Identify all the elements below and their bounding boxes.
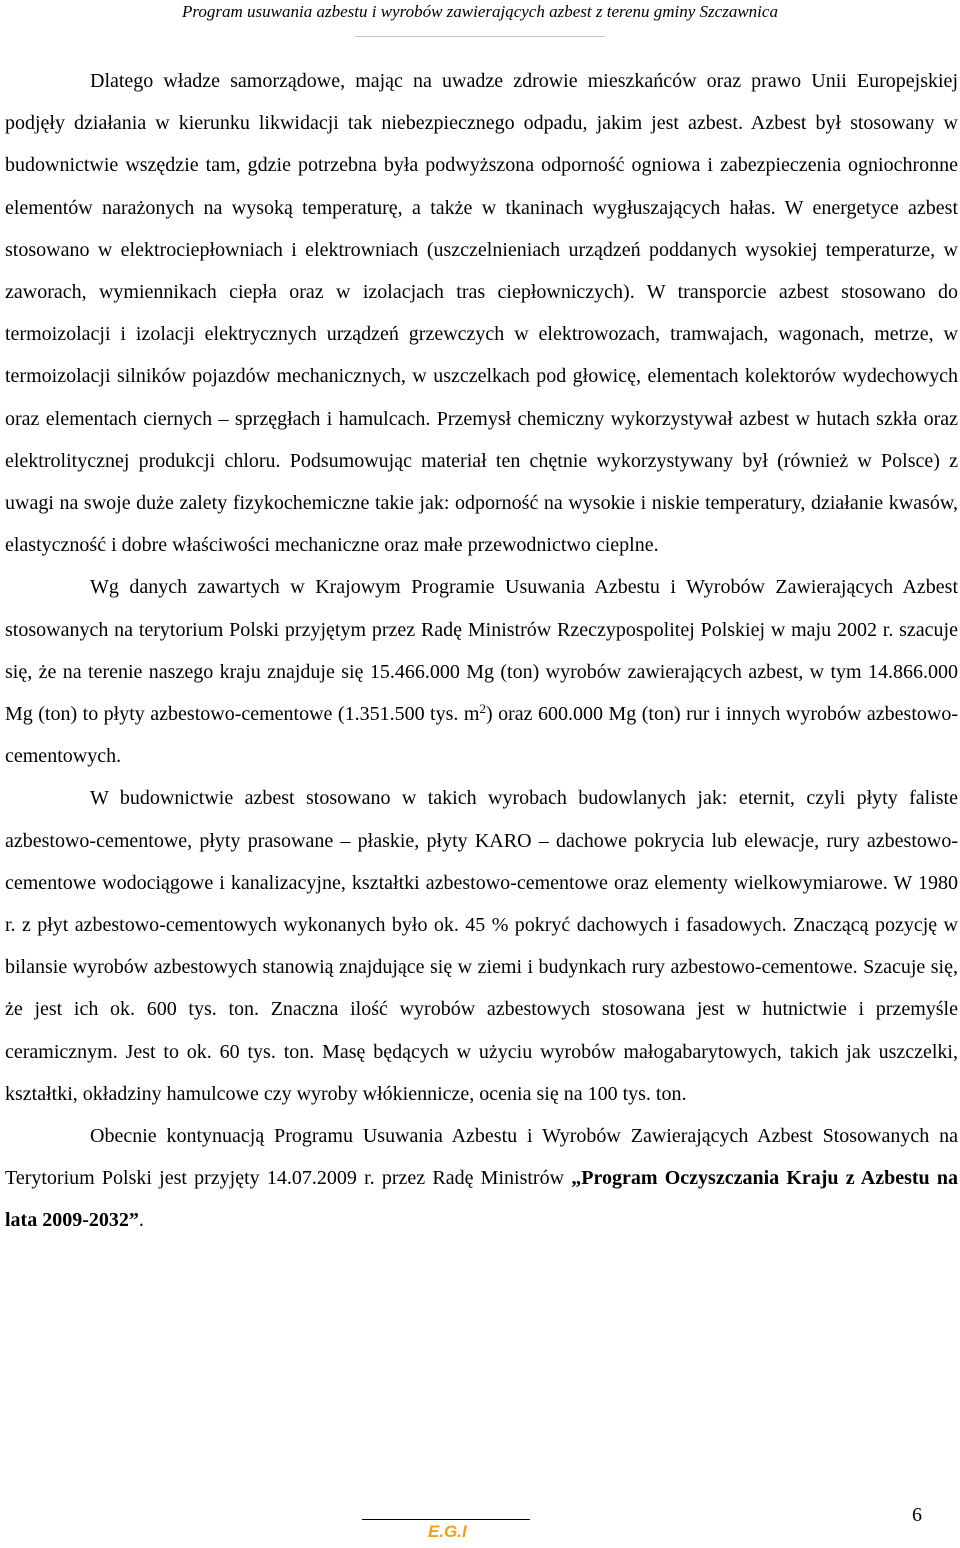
header-divider (355, 36, 605, 37)
square-superscript: 2 (479, 701, 486, 717)
paragraph-national-program-tail: ) oraz 600.000 Mg (ton) rur i innych wyrobów azbestowo-cementowych. (5, 703, 958, 768)
footer-divider (362, 1519, 530, 1520)
paragraph-construction-products: W budownictwie azbest stosowano w takich wyrobach budowlanych jak: eternit, czyli płyty faliste azbestowo-cementowe, płyty prasowane – płaskie, płyty KARO – dachowe pokrycia lub elewacje, rury azbestowo-cementowe wodociągowe i kanalizacyjne, kształtki azbestowo-cementowe oraz elementy wielkowymiarowe. W 1980 r. z płyt azbestowo-cementowych wykonanych było ok. 45 % pokryć dachowych i fasadowych. Znaczącą pozycję w bilansie wyrobów azbestowych stanowią znajdujące się w ziemi i budynkach rury azbestowo-cementowe. Szacuje się, że jest ich ok. 600 tys. ton. Znaczna ilość wyrobów azbestowych stosowana jest w hutnictwie i przemyśle ceramicznym. Jest to ok. 60 tys. ton. Masę będących w użyciu wyrobów małogabarytowych, takich jak uszczelki, kształtki, okładziny hamulcowe czy wyroby włókiennicze, ocenia się na 100 tys. ton. (5, 787, 958, 1105)
page-header (0, 0, 960, 37)
egi-logo: E.G.I (428, 1522, 467, 1541)
paragraph-asbestos-uses: Dlatego władze samorządowe, mając na uwadze zdrowie mieszkańców oraz prawo Unii Europejskiej podjęły działania w kierunku likwidacji tak niebezpiecznego odpadu, jakim jest azbest. Azbest był stosowany w budownictwie wszędzie tam, gdzie potrzebna była podwyższona odporność ogniowa i zabezpieczenia ogniochronne elementów narażonych na wysoką temperaturę, a także w tkaninach wygłuszających hałas. W energetyce azbest stosowano w elektrociepłowniach i elektrowniach (uszczelnieniach urządzeń poddanych wysokiej temperaturze, w zaworach, wymiennikach ciepła oraz w izolacjach tras ciepłowniczych). W transporcie azbest stosowano do termoizolacji i izolacji elektrycznych urządzeń grzewczych w elektrowozach, tramwajach, wagonach, metrze, w termoizolacji silników pojazdów mechanicznych, w uszczelkach pod głowicę, elementach kolektorów wydechowych oraz elementach ciernych – sprzęgłach i hamulcach. Przemysł chemiczny wykorzystywał azbest w hutach szkła oraz elektrolitycznej produkcji chloru. Podsumowując materiał ten chętnie wykorzystywany był (również w Polsce) z uwagi na swoje duże zalety fizykochemiczne takie jak: odporność na wysokie i niskie temperatury, działanie kwasów, elastyczność i dobre właściwości mechaniczne oraz małe przewodnictwo cieplne. (5, 70, 958, 557)
header-title: Program usuwania azbestu i wyrobów zawierających azbest z terenu gminy Szczawnica (182, 2, 778, 21)
page-number: 6 (912, 1504, 922, 1526)
document-body (5, 60, 958, 1242)
continuation-end: . (138, 1209, 144, 1232)
continuation-text: Obecnie kontynuacją Programu Usuwania Azbestu i Wyrobów Zawierających Azbest Stosowanych na Terytorium Polski jest przyjęty 14.07.2009 r. przez Radę Ministrów (5, 1125, 958, 1190)
paragraph-program-continuation (5, 1115, 958, 1242)
program-title-bold: „Program Oczyszczania Kraju z Azbestu na lata 2009-2032” (5, 1167, 958, 1232)
paragraph-national-program-text: Wg danych zawartych w Krajowym Programie Usuwania Azbestu i Wyrobów Zawierających Azbest stosowanych na terytorium Polski przyjętym przez Radę Ministrów Rzeczypospolitej Polskiej w maju 2002 r. szacuje się, że na terenie naszego kraju znajduje się 15.466.000 Mg (ton) wyrobów zawierających azbest, w tym 14.866.000 Mg (ton) to płyty azbestowo-cementowe (1.351.500 tys. m (5, 576, 958, 726)
paragraph-national-program-data (5, 566, 958, 777)
